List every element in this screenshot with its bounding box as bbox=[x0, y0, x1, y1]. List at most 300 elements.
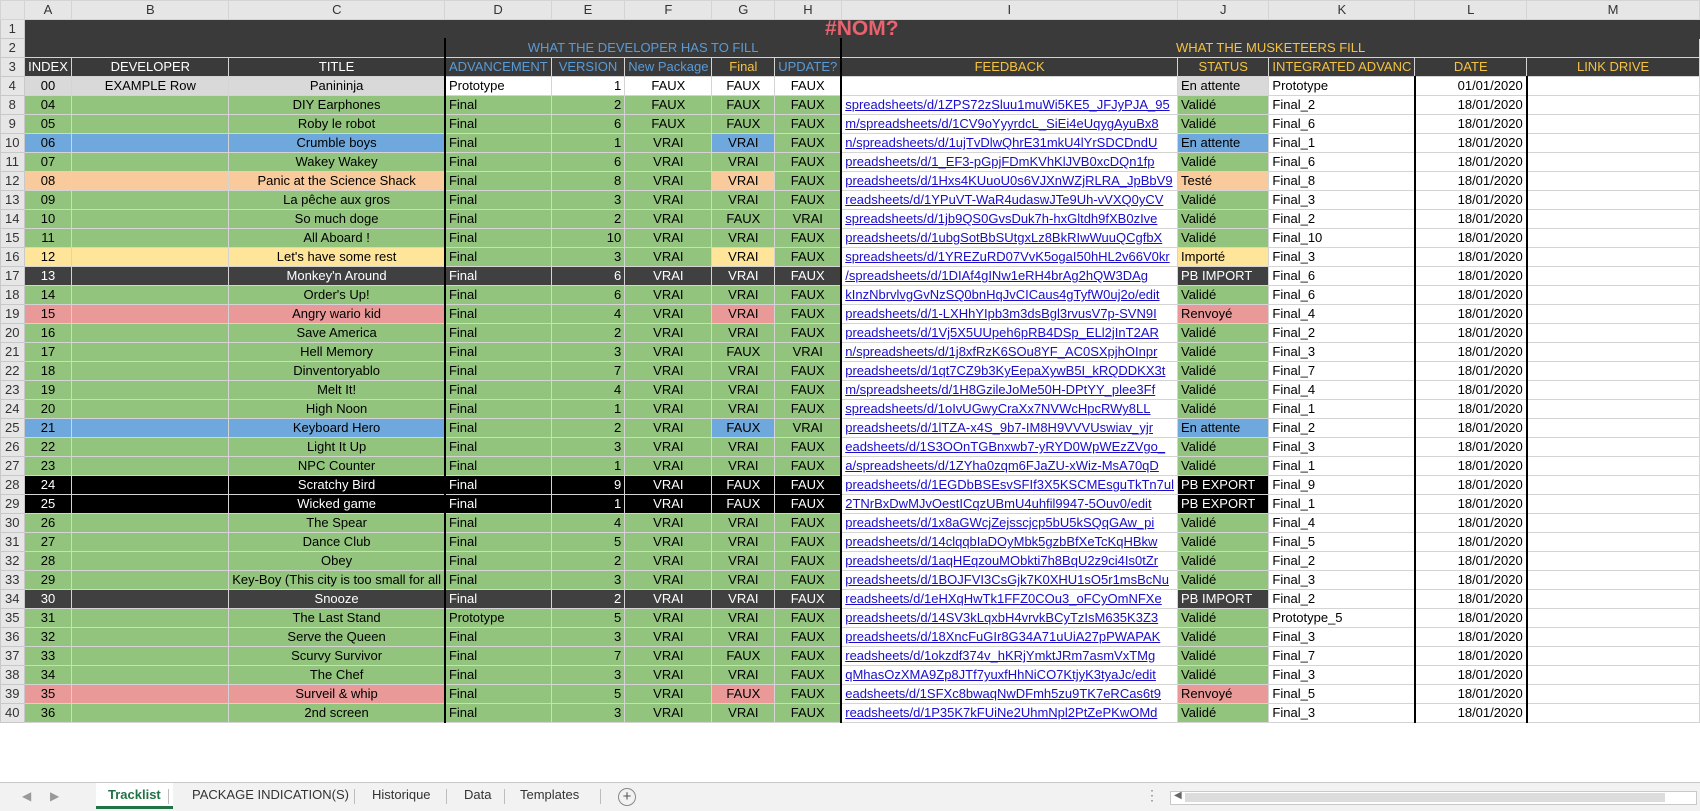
cell-version[interactable]: 2 bbox=[551, 590, 625, 609]
cell-feedback-link[interactable]: preadsheets/d/14clqqbIaDOyMbk5gzbBfXeTcKqHBkw bbox=[841, 533, 1177, 552]
cell-new-package[interactable]: VRAI bbox=[625, 704, 712, 723]
cell-title[interactable]: Dance Club bbox=[229, 533, 445, 552]
cell-index[interactable]: 07 bbox=[24, 153, 72, 172]
cell-feedback-link[interactable]: spreadsheets/d/1oIvUGwyCraXx7NVWcHpcRWy8LL bbox=[841, 400, 1177, 419]
cell-final[interactable]: VRAI bbox=[712, 362, 775, 381]
cell-version[interactable]: 2 bbox=[551, 324, 625, 343]
cell-developer[interactable] bbox=[72, 115, 229, 134]
cell-version[interactable]: 3 bbox=[551, 666, 625, 685]
cell-version[interactable]: 7 bbox=[551, 362, 625, 381]
cell-version[interactable]: 2 bbox=[551, 552, 625, 571]
cell-title[interactable]: Light It Up bbox=[229, 438, 445, 457]
cell-index[interactable]: 14 bbox=[24, 286, 72, 305]
cell-advancement[interactable]: Final bbox=[445, 286, 551, 305]
column-header-k[interactable]: K bbox=[1269, 1, 1415, 20]
cell-advancement[interactable]: Final bbox=[445, 305, 551, 324]
cell-feedback-link[interactable]: m/spreadsheets/d/1CV9oYyyrdcL_SiEi4eUqygAyuBx8 bbox=[841, 115, 1177, 134]
cell-developer[interactable] bbox=[72, 191, 229, 210]
cell-final[interactable]: VRAI bbox=[712, 609, 775, 628]
header-date[interactable]: DATE bbox=[1415, 58, 1527, 77]
cell-title[interactable]: The Last Stand bbox=[229, 609, 445, 628]
cell-new-package[interactable]: VRAI bbox=[625, 609, 712, 628]
cell-final[interactable]: VRAI bbox=[712, 153, 775, 172]
cell-link-drive[interactable] bbox=[1527, 609, 1700, 628]
row-number[interactable]: 13 bbox=[1, 191, 25, 210]
cell-new-package[interactable]: VRAI bbox=[625, 571, 712, 590]
cell-status[interactable]: Validé bbox=[1178, 191, 1269, 210]
cell-date[interactable]: 18/01/2020 bbox=[1415, 115, 1527, 134]
cell-new-package[interactable]: VRAI bbox=[625, 191, 712, 210]
cell-status[interactable]: Importé bbox=[1178, 248, 1269, 267]
cell-update[interactable]: FAUX bbox=[775, 134, 842, 153]
cell-new-package[interactable]: VRAI bbox=[625, 685, 712, 704]
cell-index[interactable]: 28 bbox=[24, 552, 72, 571]
section-developer[interactable]: WHAT THE DEVELOPER HAS TO FILL bbox=[445, 39, 841, 58]
cell-new-package[interactable]: VRAI bbox=[625, 324, 712, 343]
cell-link-drive[interactable] bbox=[1527, 286, 1700, 305]
cell-update[interactable]: FAUX bbox=[775, 191, 842, 210]
cell-final[interactable]: VRAI bbox=[712, 191, 775, 210]
cell-link-drive[interactable] bbox=[1527, 96, 1700, 115]
cell-index[interactable]: 10 bbox=[24, 210, 72, 229]
row-number[interactable]: 16 bbox=[1, 248, 25, 267]
cell-advancement[interactable]: Final bbox=[445, 552, 551, 571]
cell-index[interactable]: 29 bbox=[24, 571, 72, 590]
tab-historique[interactable]: Historique bbox=[372, 787, 431, 802]
cell-title[interactable]: Monkey'n Around bbox=[229, 267, 445, 286]
row-number[interactable]: 28 bbox=[1, 476, 25, 495]
cell-title[interactable]: La pêche aux gros bbox=[229, 191, 445, 210]
cell-status[interactable]: Validé bbox=[1178, 229, 1269, 248]
cell-developer[interactable] bbox=[72, 210, 229, 229]
cell-title[interactable]: Wicked game bbox=[229, 495, 445, 514]
cell-version[interactable]: 4 bbox=[551, 514, 625, 533]
cell-status[interactable]: Validé bbox=[1178, 647, 1269, 666]
cell-developer[interactable] bbox=[72, 248, 229, 267]
cell-final[interactable]: VRAI bbox=[712, 552, 775, 571]
cell-feedback-link[interactable]: m/spreadsheets/d/1H8GzileJoMe50H-DPtYY_plee3Ff bbox=[841, 381, 1177, 400]
cell-advancement[interactable]: Final bbox=[445, 343, 551, 362]
row-number[interactable]: 20 bbox=[1, 324, 25, 343]
cell-index[interactable]: 04 bbox=[24, 96, 72, 115]
cell-status[interactable]: Validé bbox=[1178, 115, 1269, 134]
cell-date[interactable]: 18/01/2020 bbox=[1415, 552, 1527, 571]
column-header-l[interactable]: L bbox=[1415, 1, 1527, 20]
cell-new-package[interactable]: VRAI bbox=[625, 419, 712, 438]
cell-developer[interactable] bbox=[72, 666, 229, 685]
cell-final[interactable]: VRAI bbox=[712, 324, 775, 343]
cell-status[interactable]: Renvoyé bbox=[1178, 305, 1269, 324]
cell-feedback-link[interactable]: 2TNrBxDwMJvOestICqzUBmU4uhfil9947-5Ouv0/edit bbox=[841, 495, 1177, 514]
cell-index[interactable]: 08 bbox=[24, 172, 72, 191]
row-number[interactable]: 1 bbox=[1, 20, 25, 39]
cell-title[interactable]: Dinventoryablo bbox=[229, 362, 445, 381]
cell-index[interactable]: 35 bbox=[24, 685, 72, 704]
cell-new-package[interactable]: VRAI bbox=[625, 248, 712, 267]
cell-status[interactable]: PB IMPORT bbox=[1178, 590, 1269, 609]
cell-link-drive[interactable] bbox=[1527, 324, 1700, 343]
cell-index[interactable]: 25 bbox=[24, 495, 72, 514]
cell-index[interactable]: 30 bbox=[24, 590, 72, 609]
cell-integrated[interactable]: Prototype_5 bbox=[1269, 609, 1415, 628]
cell-feedback-link[interactable]: /spreadsheets/d/1DIAf4gINw1eRH4brAg2hQW3DAg bbox=[841, 267, 1177, 286]
cell-link-drive[interactable] bbox=[1527, 305, 1700, 324]
cell-version[interactable]: 5 bbox=[551, 609, 625, 628]
cell-final[interactable]: FAUX bbox=[712, 115, 775, 134]
cell-date[interactable]: 18/01/2020 bbox=[1415, 343, 1527, 362]
cell-feedback-link[interactable]: spreadsheets/d/1ZPS72zSluu1muWi5KE5_JFJyPJA_95 bbox=[841, 96, 1177, 115]
cell-developer[interactable] bbox=[72, 229, 229, 248]
cell-developer[interactable] bbox=[72, 134, 229, 153]
header-developer[interactable]: DEVELOPER bbox=[72, 58, 229, 77]
cell-link-drive[interactable] bbox=[1527, 628, 1700, 647]
column-header-e[interactable]: E bbox=[551, 1, 625, 20]
cell-feedback-link[interactable]: qMhasOzXMA9Zp8JTf7yuxfHhNiCO7KtjyK3tyaJc/edit bbox=[841, 666, 1177, 685]
cell-status[interactable]: PB EXPORT bbox=[1178, 495, 1269, 514]
cell-feedback-link[interactable]: preadsheets/d/1aqHEqzouMObkti7h8BqU2z9ci4Is0tZr bbox=[841, 552, 1177, 571]
cell-feedback-link[interactable]: preadsheets/d/14SV3kLqxbH4vrvkBCyTzIsM635K3Z3 bbox=[841, 609, 1177, 628]
cell-feedback-link[interactable]: a/spreadsheets/d/1ZYha0zqm6FJaZU-xWiz-MsA70qD bbox=[841, 457, 1177, 476]
cell-feedback-link[interactable]: kInzNbrvlvgGvNzSQ0bnHqJvCICaus4gTyfW0uj2o/edit bbox=[841, 286, 1177, 305]
header-advancement[interactable]: ADVANCEMENT bbox=[445, 58, 551, 77]
cell-feedback-link[interactable]: eadsheets/d/1S3OOnTGBnxwb7-yRYD0WpWEzZVgo_ bbox=[841, 438, 1177, 457]
cell-final[interactable]: VRAI bbox=[712, 514, 775, 533]
sheet-title[interactable]: #NOM? bbox=[24, 20, 1699, 39]
cell-integrated[interactable]: Final_4 bbox=[1269, 514, 1415, 533]
cell-date[interactable]: 18/01/2020 bbox=[1415, 305, 1527, 324]
cell-final[interactable]: VRAI bbox=[712, 229, 775, 248]
row-number[interactable]: 26 bbox=[1, 438, 25, 457]
cell-update[interactable]: FAUX bbox=[775, 609, 842, 628]
cell-link-drive[interactable] bbox=[1527, 571, 1700, 590]
cell-status[interactable]: Testé bbox=[1178, 172, 1269, 191]
cell-advancement[interactable]: Prototype bbox=[445, 609, 551, 628]
cell-version[interactable]: 3 bbox=[551, 571, 625, 590]
row-number[interactable]: 30 bbox=[1, 514, 25, 533]
cell-advancement[interactable]: Final bbox=[445, 514, 551, 533]
cell-final[interactable]: VRAI bbox=[712, 438, 775, 457]
cell-status[interactable]: Validé bbox=[1178, 609, 1269, 628]
cell-index[interactable]: 20 bbox=[24, 400, 72, 419]
row-number[interactable]: 40 bbox=[1, 704, 25, 723]
cell-advancement[interactable]: Final bbox=[445, 666, 551, 685]
cell-link-drive[interactable] bbox=[1527, 229, 1700, 248]
cell-final[interactable]: FAUX bbox=[712, 685, 775, 704]
row-number[interactable]: 31 bbox=[1, 533, 25, 552]
cell-final[interactable]: VRAI bbox=[712, 457, 775, 476]
header-final[interactable]: Final bbox=[712, 58, 775, 77]
cell-developer[interactable] bbox=[72, 704, 229, 723]
cell-version[interactable]: 1 bbox=[551, 495, 625, 514]
cell-title[interactable]: Panic at the Science Shack bbox=[229, 172, 445, 191]
tab-data[interactable]: Data bbox=[464, 787, 492, 802]
cell-date[interactable]: 18/01/2020 bbox=[1415, 609, 1527, 628]
cell-new-package[interactable]: VRAI bbox=[625, 647, 712, 666]
cell-update[interactable]: FAUX bbox=[775, 267, 842, 286]
row-number[interactable]: 35 bbox=[1, 609, 25, 628]
select-all-corner[interactable] bbox=[1, 1, 25, 20]
cell-link-drive[interactable] bbox=[1527, 704, 1700, 723]
cell-link-drive[interactable] bbox=[1527, 685, 1700, 704]
cell-version[interactable]: 6 bbox=[551, 153, 625, 172]
cell-version[interactable]: 6 bbox=[551, 286, 625, 305]
cell-advancement[interactable]: Final bbox=[445, 172, 551, 191]
cell-integrated[interactable]: Final_3 bbox=[1269, 248, 1415, 267]
cell-link-drive[interactable] bbox=[1527, 381, 1700, 400]
cell-date[interactable]: 18/01/2020 bbox=[1415, 229, 1527, 248]
cell-final[interactable]: FAUX bbox=[712, 495, 775, 514]
cell-date[interactable]: 18/01/2020 bbox=[1415, 533, 1527, 552]
cell-integrated[interactable]: Final_7 bbox=[1269, 647, 1415, 666]
cell-status[interactable]: Validé bbox=[1178, 457, 1269, 476]
cell-index[interactable]: 13 bbox=[24, 267, 72, 286]
cell-index[interactable]: 15 bbox=[24, 305, 72, 324]
cell-developer[interactable] bbox=[72, 267, 229, 286]
cell-final[interactable]: VRAI bbox=[712, 305, 775, 324]
row-number[interactable]: 17 bbox=[1, 267, 25, 286]
column-header-m[interactable]: M bbox=[1527, 1, 1700, 20]
cell-version[interactable]: 9 bbox=[551, 476, 625, 495]
cell-date[interactable]: 18/01/2020 bbox=[1415, 457, 1527, 476]
cell-developer[interactable] bbox=[72, 590, 229, 609]
cell-integrated[interactable]: Final_1 bbox=[1269, 457, 1415, 476]
cell-new-package[interactable]: VRAI bbox=[625, 400, 712, 419]
row-number[interactable]: 39 bbox=[1, 685, 25, 704]
cell-version[interactable]: 3 bbox=[551, 191, 625, 210]
cell-integrated[interactable]: Final_5 bbox=[1269, 533, 1415, 552]
cell-new-package[interactable]: FAUX bbox=[625, 115, 712, 134]
cell-update[interactable]: FAUX bbox=[775, 628, 842, 647]
cell-version[interactable]: 1 bbox=[551, 457, 625, 476]
cell-index[interactable]: 32 bbox=[24, 628, 72, 647]
cell-final[interactable]: FAUX bbox=[712, 419, 775, 438]
cell-new-package[interactable]: VRAI bbox=[625, 362, 712, 381]
cell-date[interactable]: 18/01/2020 bbox=[1415, 495, 1527, 514]
cell-integrated[interactable]: Final_1 bbox=[1269, 495, 1415, 514]
cell-final[interactable]: VRAI bbox=[712, 666, 775, 685]
cell-date[interactable]: 18/01/2020 bbox=[1415, 381, 1527, 400]
cell-feedback-link[interactable]: n/spreadsheets/d/1j8xfRzK6SOu8YF_AC0SXpjhOInpr bbox=[841, 343, 1177, 362]
cell-integrated[interactable]: Final_3 bbox=[1269, 191, 1415, 210]
cell-title[interactable]: Scratchy Bird bbox=[229, 476, 445, 495]
cell-status[interactable]: Validé bbox=[1178, 533, 1269, 552]
cell-index[interactable]: 36 bbox=[24, 704, 72, 723]
cell-feedback-link[interactable]: preadsheets/d/1EGDbBSEsvSFIf3X5KSCMEsguTkTn7ul bbox=[841, 476, 1177, 495]
row-number[interactable]: 12 bbox=[1, 172, 25, 191]
scroll-left-icon[interactable]: ◀ bbox=[1174, 790, 1182, 801]
cell-link-drive[interactable] bbox=[1527, 552, 1700, 571]
cell-date[interactable]: 18/01/2020 bbox=[1415, 400, 1527, 419]
cell-feedback-link[interactable]: preadsheets/d/1Vj5X5UUpeh6pRB4DSp_ELl2jInT2AR bbox=[841, 324, 1177, 343]
cell-title[interactable]: Angry wario kid bbox=[229, 305, 445, 324]
cell-link-drive[interactable] bbox=[1527, 343, 1700, 362]
cell-version[interactable]: 6 bbox=[551, 115, 625, 134]
cell-developer[interactable] bbox=[72, 476, 229, 495]
cell-update[interactable]: FAUX bbox=[775, 286, 842, 305]
cell-new-package[interactable]: VRAI bbox=[625, 514, 712, 533]
cell-developer[interactable] bbox=[72, 457, 229, 476]
add-sheet-icon[interactable]: + bbox=[618, 788, 636, 806]
header-feedback[interactable]: FEEDBACK bbox=[841, 58, 1177, 77]
cell-feedback-link[interactable]: readsheets/d/1eHXqHwTk1FFZ0COu3_oFCyOmNFXe bbox=[841, 590, 1177, 609]
cell-date[interactable]: 18/01/2020 bbox=[1415, 704, 1527, 723]
cell-final[interactable]: VRAI bbox=[712, 400, 775, 419]
cell-integrated[interactable]: Final_2 bbox=[1269, 552, 1415, 571]
cell-index[interactable]: 12 bbox=[24, 248, 72, 267]
cell-final[interactable]: FAUX bbox=[712, 77, 775, 96]
column-header-a[interactable]: A bbox=[24, 1, 72, 20]
cell-advancement[interactable]: Final bbox=[445, 191, 551, 210]
cell-integrated[interactable]: Final_2 bbox=[1269, 210, 1415, 229]
cell-developer[interactable] bbox=[72, 362, 229, 381]
cell-status[interactable]: Validé bbox=[1178, 666, 1269, 685]
cell-update[interactable]: FAUX bbox=[775, 305, 842, 324]
cell-advancement[interactable]: Final bbox=[445, 324, 551, 343]
cell-version[interactable]: 3 bbox=[551, 438, 625, 457]
cell-advancement[interactable]: Final bbox=[445, 153, 551, 172]
cell-final[interactable]: VRAI bbox=[712, 628, 775, 647]
header-link-drive[interactable]: LINK DRIVE bbox=[1527, 58, 1700, 77]
cell-link-drive[interactable] bbox=[1527, 438, 1700, 457]
cell-integrated[interactable]: Final_8 bbox=[1269, 172, 1415, 191]
cell-integrated[interactable]: Final_6 bbox=[1269, 267, 1415, 286]
cell-update[interactable]: FAUX bbox=[775, 685, 842, 704]
cell-integrated[interactable]: Final_6 bbox=[1269, 286, 1415, 305]
cell-version[interactable]: 3 bbox=[551, 628, 625, 647]
cell-link-drive[interactable] bbox=[1527, 400, 1700, 419]
cell-final[interactable]: VRAI bbox=[712, 248, 775, 267]
cell-integrated[interactable]: Final_1 bbox=[1269, 134, 1415, 153]
cell-version[interactable]: 3 bbox=[551, 704, 625, 723]
cell-date[interactable]: 18/01/2020 bbox=[1415, 514, 1527, 533]
cell-update[interactable]: FAUX bbox=[775, 457, 842, 476]
cell-update[interactable]: FAUX bbox=[775, 476, 842, 495]
cell-title[interactable]: Obey bbox=[229, 552, 445, 571]
cell-new-package[interactable]: VRAI bbox=[625, 666, 712, 685]
cell-advancement[interactable]: Final bbox=[445, 400, 551, 419]
cell-update[interactable]: FAUX bbox=[775, 96, 842, 115]
cell-title[interactable]: The Chef bbox=[229, 666, 445, 685]
cell-developer[interactable] bbox=[72, 438, 229, 457]
cell-title[interactable]: Roby le robot bbox=[229, 115, 445, 134]
cell-integrated[interactable]: Final_3 bbox=[1269, 343, 1415, 362]
cell-link-drive[interactable] bbox=[1527, 590, 1700, 609]
cell-developer[interactable] bbox=[72, 172, 229, 191]
cell-advancement[interactable]: Final bbox=[445, 134, 551, 153]
header-update[interactable]: UPDATE? bbox=[775, 58, 842, 77]
cell-advancement[interactable]: Final bbox=[445, 248, 551, 267]
cell-status[interactable]: Validé bbox=[1178, 552, 1269, 571]
cell-index[interactable]: 06 bbox=[24, 134, 72, 153]
cell-advancement[interactable]: Final bbox=[445, 685, 551, 704]
cell-link-drive[interactable] bbox=[1527, 210, 1700, 229]
cell-status[interactable]: Validé bbox=[1178, 704, 1269, 723]
header-index[interactable]: INDEX bbox=[24, 58, 72, 77]
cell-index[interactable]: 00 bbox=[24, 77, 72, 96]
cell-status[interactable]: En attente bbox=[1178, 77, 1269, 96]
cell-status[interactable]: Validé bbox=[1178, 343, 1269, 362]
cell-index[interactable]: 33 bbox=[24, 647, 72, 666]
row-number[interactable]: 2 bbox=[1, 39, 25, 58]
cell-new-package[interactable]: VRAI bbox=[625, 153, 712, 172]
cell-index[interactable]: 18 bbox=[24, 362, 72, 381]
column-header-h[interactable]: H bbox=[775, 1, 842, 20]
cell-index[interactable]: 27 bbox=[24, 533, 72, 552]
cell-date[interactable]: 18/01/2020 bbox=[1415, 685, 1527, 704]
cell-final[interactable]: FAUX bbox=[712, 343, 775, 362]
cell-developer[interactable] bbox=[72, 286, 229, 305]
cell-feedback-link[interactable]: preadsheets/d/1Hxs4KUuoU0s6VJXnWZjRLRA_JpBbV9 bbox=[841, 172, 1177, 191]
cell-status[interactable]: Validé bbox=[1178, 362, 1269, 381]
cell-feedback-link[interactable]: n/spreadsheets/d/1ujTvDlwQhrE31mkU4lYrSDCDndU bbox=[841, 134, 1177, 153]
row-number[interactable]: 38 bbox=[1, 666, 25, 685]
cell-link-drive[interactable] bbox=[1527, 419, 1700, 438]
row-number[interactable]: 37 bbox=[1, 647, 25, 666]
cell-developer[interactable] bbox=[72, 324, 229, 343]
cell-feedback-link[interactable]: preadsheets/d/1x8aGWcjZejsscjcp5bU5kSQqGAw_pi bbox=[841, 514, 1177, 533]
cell-title[interactable]: Order's Up! bbox=[229, 286, 445, 305]
cell-update[interactable]: FAUX bbox=[775, 153, 842, 172]
cell-title[interactable]: Melt It! bbox=[229, 381, 445, 400]
cell-version[interactable]: 5 bbox=[551, 685, 625, 704]
row-number[interactable]: 23 bbox=[1, 381, 25, 400]
cell-date[interactable]: 18/01/2020 bbox=[1415, 96, 1527, 115]
cell-feedback-link[interactable]: preadsheets/d/18XncFuGIr8G34A71uUiA27pPWAPAK bbox=[841, 628, 1177, 647]
cell-feedback-link[interactable]: readsheets/d/1YPuVT-WaR4udaswJTe9Uh-vVXQ0yCV bbox=[841, 191, 1177, 210]
cell-index[interactable]: 24 bbox=[24, 476, 72, 495]
cell-link-drive[interactable] bbox=[1527, 362, 1700, 381]
next-sheet-icon[interactable]: ▶ bbox=[50, 789, 60, 803]
cell-status[interactable]: Validé bbox=[1178, 400, 1269, 419]
cell-title[interactable]: Hell Memory bbox=[229, 343, 445, 362]
cell-developer[interactable] bbox=[72, 153, 229, 172]
cell-date[interactable]: 18/01/2020 bbox=[1415, 153, 1527, 172]
cell-new-package[interactable]: VRAI bbox=[625, 476, 712, 495]
cell-integrated[interactable]: Final_2 bbox=[1269, 324, 1415, 343]
cell-index[interactable]: 11 bbox=[24, 229, 72, 248]
cell-index[interactable]: 31 bbox=[24, 609, 72, 628]
column-header-f[interactable]: F bbox=[625, 1, 712, 20]
cell-link-drive[interactable] bbox=[1527, 476, 1700, 495]
cell-status[interactable]: Validé bbox=[1178, 438, 1269, 457]
cell-index[interactable]: 05 bbox=[24, 115, 72, 134]
cell-title[interactable]: Surveil & whip bbox=[229, 685, 445, 704]
cell-update[interactable]: FAUX bbox=[775, 666, 842, 685]
cell-date[interactable]: 18/01/2020 bbox=[1415, 438, 1527, 457]
cell-title[interactable]: Wakey Wakey bbox=[229, 153, 445, 172]
cell-integrated[interactable]: Final_6 bbox=[1269, 115, 1415, 134]
cell-link-drive[interactable] bbox=[1527, 457, 1700, 476]
cell-version[interactable]: 1 bbox=[551, 400, 625, 419]
row-number[interactable]: 3 bbox=[1, 58, 25, 77]
row-number[interactable]: 8 bbox=[1, 96, 25, 115]
cell-advancement[interactable]: Final bbox=[445, 438, 551, 457]
cell-developer[interactable]: EXAMPLE Row bbox=[72, 77, 229, 96]
section-blank[interactable] bbox=[24, 39, 445, 58]
cell-version[interactable]: 2 bbox=[551, 96, 625, 115]
cell-final[interactable]: FAUX bbox=[712, 647, 775, 666]
header-title[interactable]: TITLE bbox=[229, 58, 445, 77]
cell-new-package[interactable]: VRAI bbox=[625, 305, 712, 324]
cell-title[interactable]: Key-Boy (This city is too small for all bbox=[229, 571, 445, 590]
cell-advancement[interactable]: Final bbox=[445, 267, 551, 286]
cell-version[interactable]: 5 bbox=[551, 533, 625, 552]
cell-new-package[interactable]: FAUX bbox=[625, 96, 712, 115]
cell-developer[interactable] bbox=[72, 609, 229, 628]
cell-title[interactable]: Let's have some rest bbox=[229, 248, 445, 267]
cell-new-package[interactable]: VRAI bbox=[625, 628, 712, 647]
cell-title[interactable]: Serve the Queen bbox=[229, 628, 445, 647]
